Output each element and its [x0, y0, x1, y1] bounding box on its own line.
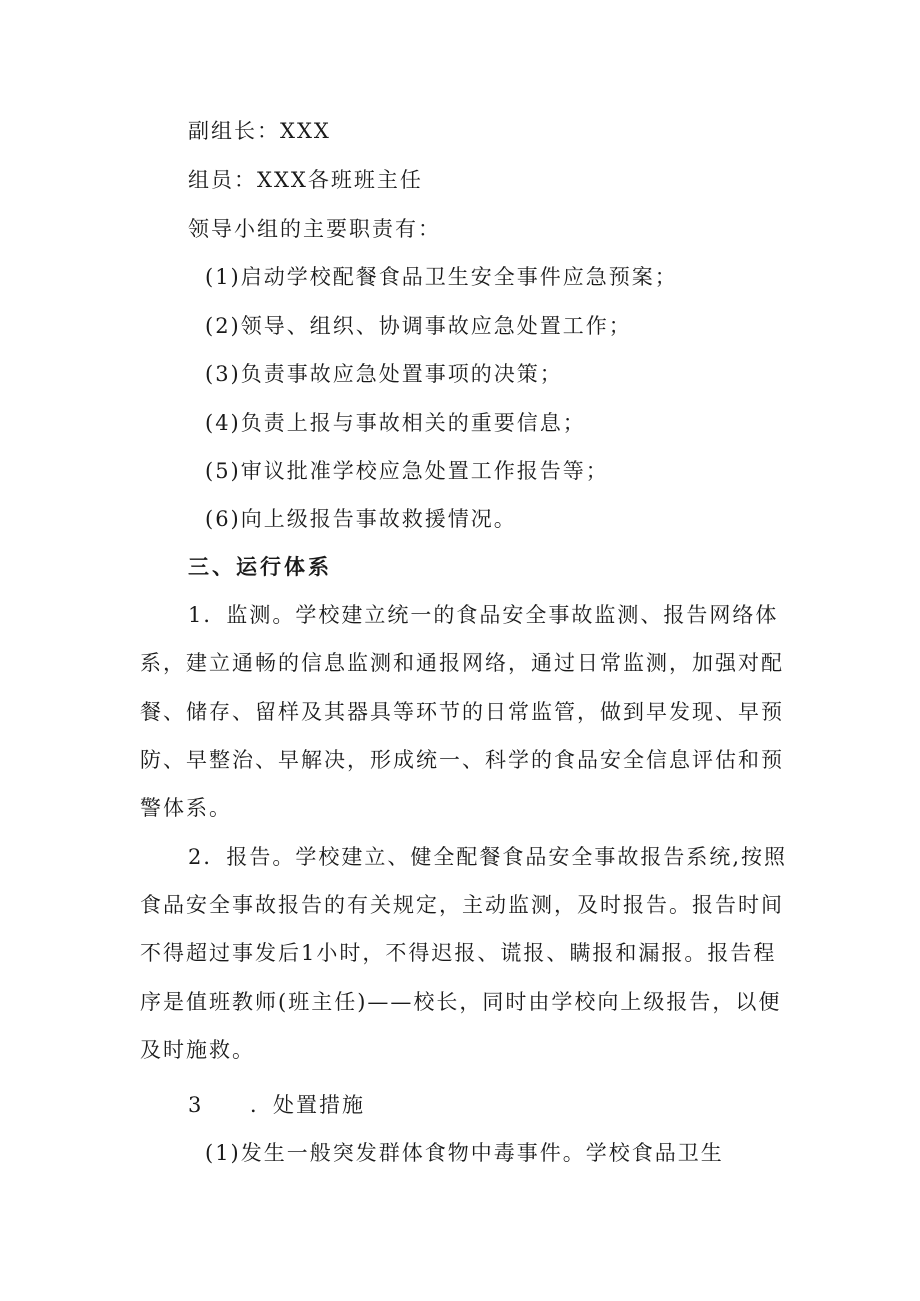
section-heading: 三、运行体系 [188, 554, 332, 579]
duties-intro: 领导小组的主要职责有： [188, 217, 441, 241]
duty-item: (2)领导、组织、协调事故应急处置工作； [205, 314, 632, 338]
paragraph-line: 系，建立通畅的信息监测和通报网络，通过日常监测，加强对配 [140, 651, 784, 675]
paragraph-line: 不得超过事发后1小时，不得迟报、谎报、瞒报和漏报。报告程 [140, 941, 777, 965]
paragraph-line: 防、早整治、早解决，形成统一、科学的食品安全信息评估和预 [140, 748, 784, 772]
duty-item: (1)启动学校配餐食品卫生安全事件应急预案； [205, 265, 678, 289]
measures-title: ．处置措施 [250, 1093, 365, 1117]
paragraph-line: 1．监测。学校建立统一的食品安全事故监测、报告网络体 [188, 603, 779, 627]
measures-heading [188, 1090, 365, 1120]
duty-item: (3)负责事故应急处置事项的决策； [205, 362, 563, 386]
vice-leader-line: 副组长：XXX [188, 119, 331, 143]
paragraph-line: 警体系。 [140, 796, 232, 820]
duty-item: (6)向上级报告事故救援情况。 [205, 507, 517, 531]
paragraph-line: 餐、储存、留样及其器具等环节的日常监管，做到早发现、早预 [140, 700, 784, 724]
paragraph-line: 2．报告。学校建立、健全配餐食品安全事故报告系统,按照 [188, 845, 788, 869]
members-line: 组员：XXX各班班主任 [188, 168, 423, 192]
paragraph-line: 及时施救。 [140, 1038, 255, 1062]
paragraph-line: 序是值班教师(班主任)——校长，同时由学校向上级报告，以便 [140, 990, 782, 1014]
measures-number: 3 [188, 1093, 204, 1117]
duty-item: (5)审议批准学校应急处置工作报告等； [205, 459, 609, 483]
measure-item: (1)发生一般突发群体食物中毒事件。学校食品卫生 [205, 1141, 724, 1165]
duty-item: (4)负责上报与事故相关的重要信息； [205, 411, 586, 435]
paragraph-line: 食品安全事故报告的有关规定，主动监测，及时报告。报告时间 [140, 893, 784, 917]
